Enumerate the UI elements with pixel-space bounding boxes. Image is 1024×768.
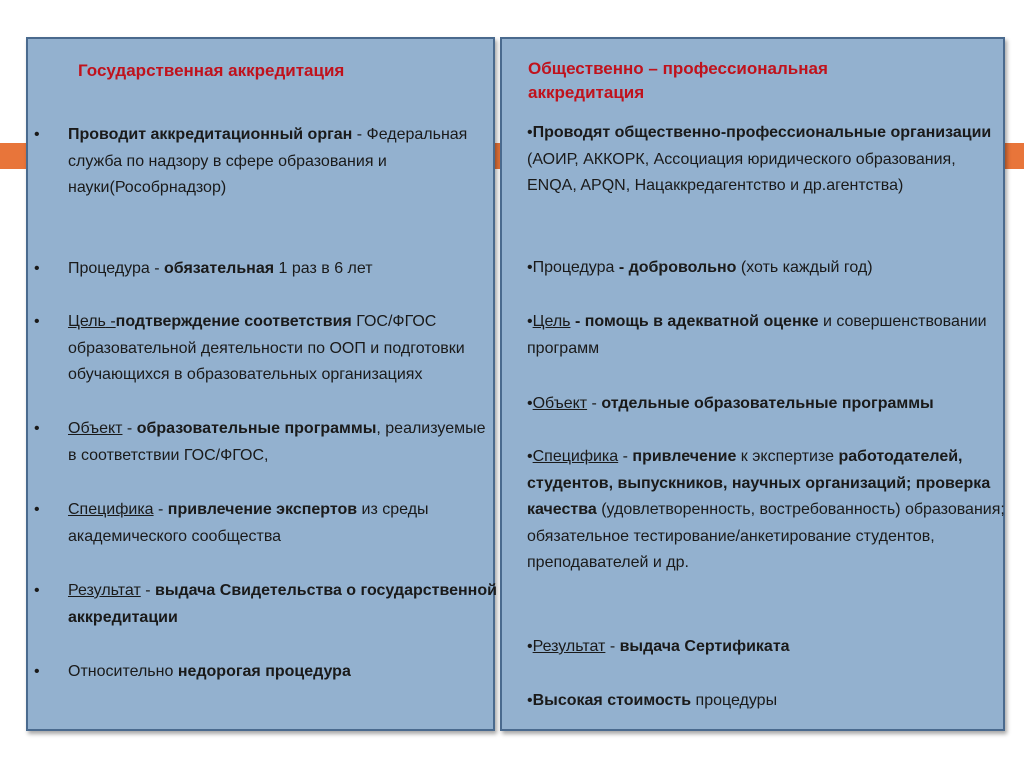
item-label: Процедура - (68, 260, 164, 277)
item-emphasis: подтверждение соответствия (115, 313, 352, 330)
item-text: и совершенствовании программ (527, 313, 987, 357)
item-label: Относительно (68, 663, 178, 680)
item-label: Результат (532, 638, 606, 655)
item-dash: - (140, 582, 155, 599)
item-dash: - (105, 313, 116, 330)
item-dash: - (618, 448, 633, 465)
item-emphasis-2: работодателей, студентов, выпускников, научных организаций; проверка качества (527, 448, 991, 518)
bullet: • (527, 395, 533, 412)
bullet: • (527, 692, 533, 709)
bullet: • (527, 259, 533, 276)
state-accreditation-title: Государственная аккредитация (78, 61, 345, 80)
item-label: Результат (68, 582, 141, 599)
bullet: • (527, 638, 533, 655)
list-item-result (34, 578, 498, 631)
item-emphasis: привлечение экспертов (167, 501, 358, 518)
list-item-specifics (34, 497, 498, 550)
bullet: • (527, 313, 533, 330)
bullet: • (34, 260, 40, 277)
item-emphasis: - помощь в адекватной оценке (574, 313, 819, 330)
list-item-specifics (527, 444, 1005, 577)
item-label: Специфика (68, 501, 154, 518)
item-label: Объект (68, 420, 123, 437)
bullet: • (34, 501, 40, 518)
item-text: из среды академического сообщества (68, 501, 429, 545)
item-text-2: (удовлетворенность, востребованность) образования; обязательное тестирование/анкетирование студентов, преподавателей и др. (527, 501, 1005, 571)
item-emphasis: привлечение (632, 448, 737, 465)
item-text: к экспертизе (736, 448, 839, 465)
item-label: Цель (532, 313, 571, 330)
list-item-result (527, 634, 1005, 661)
item-emphasis: обязательная (164, 260, 275, 277)
item-label: Объект (532, 395, 588, 412)
item-dash: - (122, 420, 137, 437)
list-item-conducted-by (34, 122, 498, 202)
item-emphasis: отдельные образовательные программы (601, 395, 934, 412)
list-item-goal (34, 309, 498, 389)
state-accreditation-panel (26, 37, 495, 731)
list-item-object (34, 416, 498, 469)
bullet: • (34, 582, 40, 599)
item-label: Специфика (532, 448, 619, 465)
list-item-cost (34, 659, 498, 686)
item-text: (хоть каждый год) (736, 259, 873, 276)
item-emphasis: образовательные программы (136, 420, 377, 437)
bullet: • (34, 420, 40, 437)
list-item-cost (527, 688, 1005, 715)
item-text: - Федеральная служба по надзору в сфере образования и науки(Рособрнадзор) (68, 126, 468, 196)
item-emphasis: выдача Свидетельства о государственной аккредитации (68, 582, 497, 626)
item-text: (АОИР, АККОРК, Ассоциация юридического образования, ENQA, APQN, Нацаккредагентство и др.агентства) (527, 150, 956, 194)
item-text: процедуры (691, 692, 778, 709)
item-dash: - (587, 395, 602, 412)
item-label: Цель (68, 313, 106, 330)
item-emphasis: выдача Сертификата (619, 638, 790, 655)
item-emphasis: - добровольно (618, 259, 737, 276)
item-emphasis: Высокая стоимость (532, 692, 692, 709)
item-text: 1 раз в 6 лет (274, 260, 373, 277)
item-label: Проводит аккредитационный орган (68, 126, 353, 143)
bullet: • (527, 124, 533, 141)
item-label: Проводят общественно-профессиональные организации (532, 124, 992, 141)
item-label: Процедура (532, 259, 619, 276)
item-dash: - (605, 638, 620, 655)
bullet: • (34, 313, 40, 330)
accent-bar-left (0, 143, 26, 169)
list-item-conducted-by (527, 120, 1005, 200)
list-item-object (527, 391, 1005, 418)
item-dash: - (153, 501, 168, 518)
bullet: • (527, 448, 533, 465)
list-item-procedure (34, 256, 498, 283)
bullet: • (34, 663, 40, 680)
bullet: • (34, 126, 40, 143)
item-emphasis: недорогая процедура (177, 663, 351, 680)
item-text: , реализуемые в соответствии ГОС/ФГОС, (68, 420, 486, 464)
list-item-goal (527, 309, 1005, 362)
list-item-procedure (527, 255, 1005, 282)
professional-accreditation-panel (500, 37, 1005, 731)
item-text: ГОС/ФГОС образовательной деятельности по ООП и подготовки обучающихся в образовательных организациях (68, 313, 465, 383)
professional-accreditation-title: Общественно – профессиональная аккредитация (528, 59, 828, 102)
